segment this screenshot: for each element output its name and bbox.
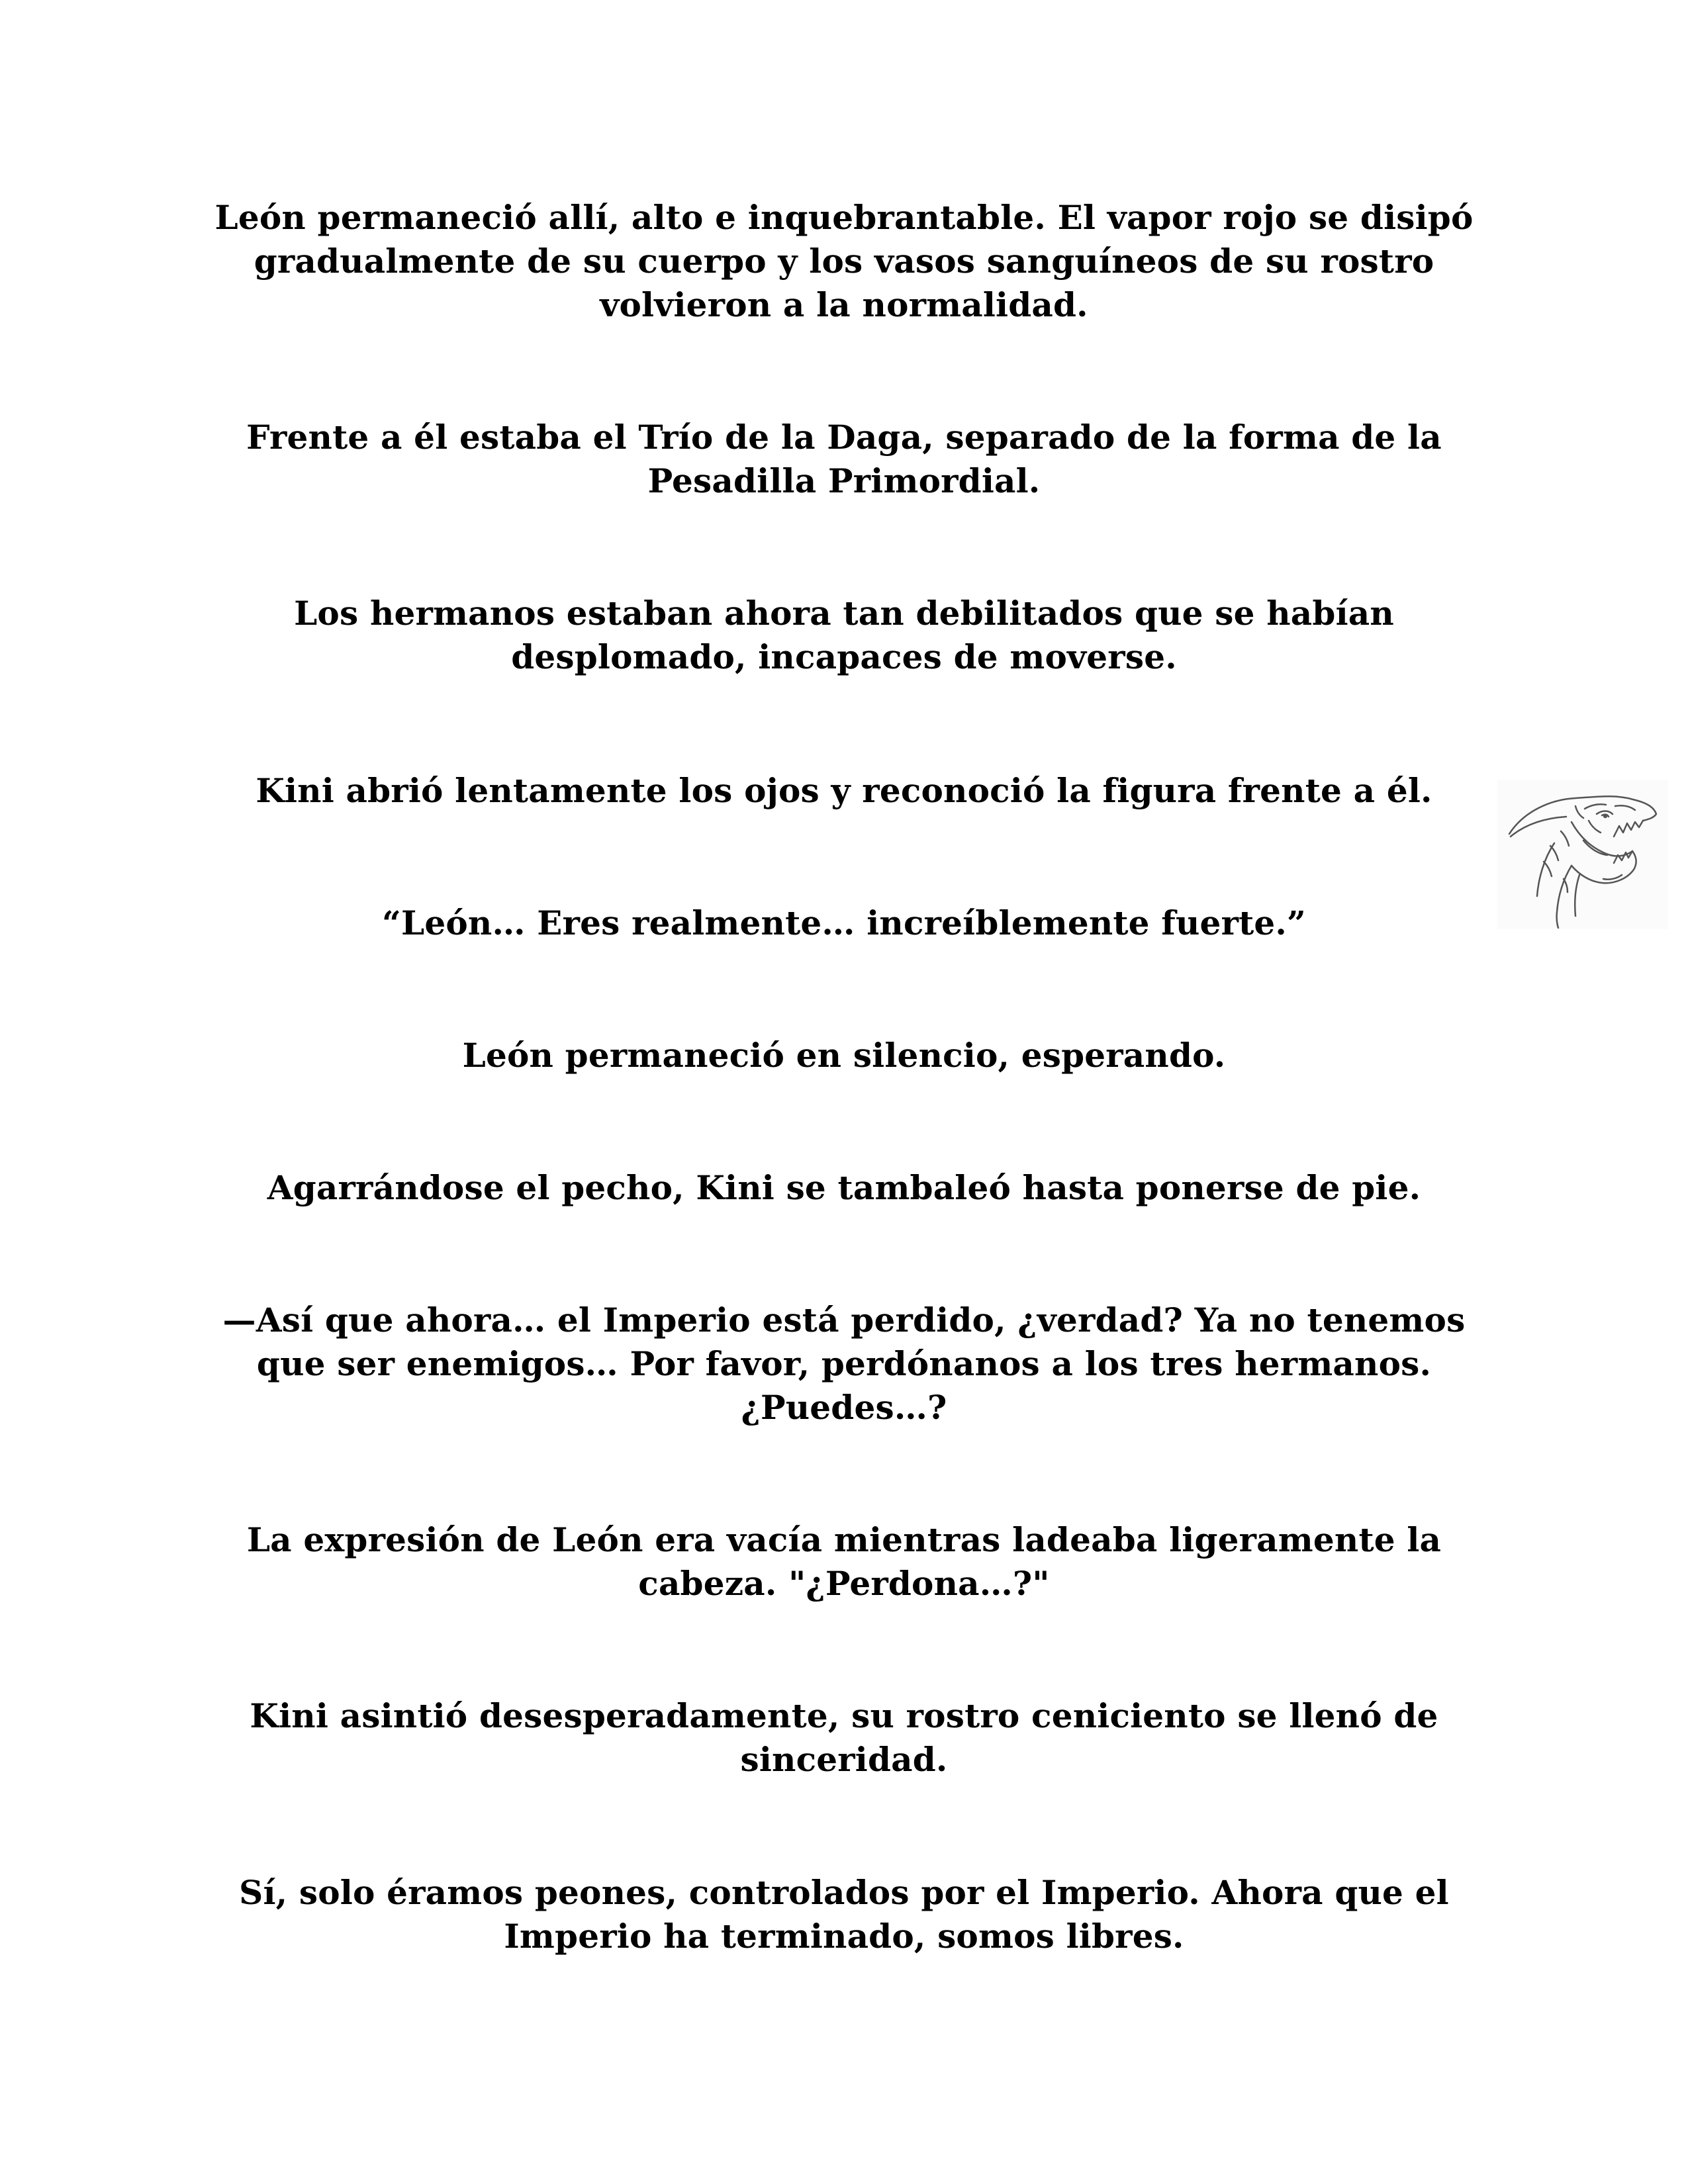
paragraph-5: “León… Eres realmente… increíblemente fuerte.” xyxy=(382,903,1306,942)
paragraph-4: Kini abrió lentamente los ojos y reconoció la figura frente a él. xyxy=(256,771,1432,810)
dinosaur-sketch-icon xyxy=(1497,780,1668,929)
paragraph-11: Sí, solo éramos peones, controlados por el Imperio. Ahora que el Imperio ha terminado, somos libres. xyxy=(239,1873,1449,1956)
paragraph-1: León permaneció allí, alto e inquebrantable. El vapor rojo se disipó gradualmente de su cuerpo y los vasos sanguíneos de su rostro volvieron a la normalidad. xyxy=(214,198,1474,324)
paragraph-2: Frente a él estaba el Trío de la Daga, separado de la forma de la Pesadilla Primordial. xyxy=(246,418,1442,500)
paragraph-9: La expresión de León era vacía mientras ladeaba ligeramente la cabeza. "¿Perdona…?" xyxy=(246,1520,1442,1603)
paragraph-7: Agarrándose el pecho, Kini se tambaleó hasta ponerse de pie. xyxy=(267,1168,1421,1207)
paragraph-10: Kini asintió desesperadamente, su rostro ceniciento se llenó de sinceridad. xyxy=(250,1696,1438,1779)
paragraph-3: Los hermanos estaban ahora tan debilitados que se habían desplomado, incapaces de moverse. xyxy=(294,594,1394,676)
paragraph-8: —Así que ahora… el Imperio está perdido, ¿verdad? Ya no tenemos que ser enemigos… Por favor, perdónanos a los tres hermanos. ¿Puedes…? xyxy=(222,1300,1466,1427)
paragraph-6: León permaneció en silencio, esperando. xyxy=(462,1036,1226,1075)
